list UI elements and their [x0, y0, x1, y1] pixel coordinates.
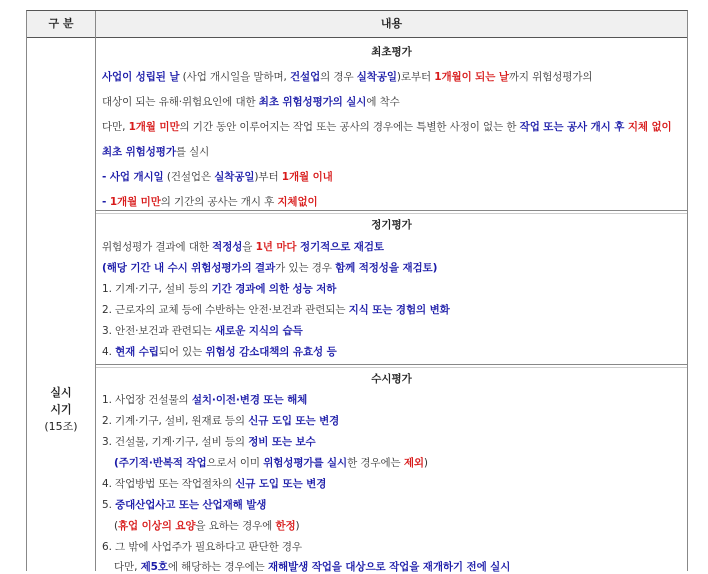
highlight-blue: 위험성평가를 실시	[263, 457, 348, 469]
text-line	[102, 281, 336, 296]
text-run: 다만,	[114, 561, 141, 573]
text-line	[102, 302, 450, 317]
text-line	[102, 144, 209, 159]
highlight-red: 1개월 미만	[109, 196, 161, 208]
highlight-blue: 최초 위험성평가	[102, 146, 176, 158]
text-run: 4. 작업방법 또는 작업절차의	[102, 478, 236, 490]
text-run: 2. 근로자의 교체 등에 수반하는 안전·보건과 관련되는	[102, 304, 349, 316]
highlight-blue: 기간 경과에 의한 성능 저하	[211, 283, 337, 295]
row-label-line1: 실시	[50, 386, 72, 399]
highlight-red: 1년 마다	[255, 241, 297, 253]
highlight-blue: 건설업	[290, 71, 321, 83]
highlight-blue: 정비 또는 보수	[248, 436, 316, 448]
text-line	[102, 169, 333, 184]
section-occasional-evaluation	[96, 367, 687, 573]
highlight-blue: 작업 또는 공사 개시 후	[519, 121, 628, 133]
highlight-blue: (주기적·반복적 작업	[114, 457, 207, 469]
highlight-blue: (	[102, 262, 107, 274]
text-run: (건설업은	[163, 171, 215, 183]
text-run: 1. 사업장 건설물의	[102, 394, 192, 406]
text-run: 한 경우에는	[347, 457, 404, 469]
text-run: 을	[242, 241, 256, 253]
text-run: )로부터	[396, 71, 435, 83]
text-line	[102, 497, 266, 512]
text-run: (	[114, 520, 118, 532]
text-line	[114, 455, 428, 470]
text-run: 대상이 되는 유해·위험요인에 대한	[102, 96, 259, 108]
text-line	[102, 94, 400, 109]
text-run: 6. 그 밖에 사업주가 필요하다고 판단한 경우	[102, 541, 302, 553]
highlight-blue: 새로운 지식의 습득	[215, 325, 303, 337]
text-line	[114, 518, 300, 533]
text-run: 를 실시	[175, 146, 210, 158]
text-run: 5.	[102, 499, 116, 511]
text-line	[102, 239, 384, 254]
text-run: 다만,	[102, 121, 129, 133]
highlight-blue: 실착공일	[356, 71, 397, 83]
highlight-blue: 제5호	[140, 561, 168, 573]
timing-table	[26, 10, 688, 571]
text-line	[102, 323, 303, 338]
text-run: 위험성평가 결과에 대한	[102, 241, 213, 253]
text-run: 의 기간 동안 이루어지는 작업 또는 공사의 경우에는 특별한 사정이 없는 한	[179, 121, 520, 133]
section-title-initial: 최초평가	[371, 46, 412, 58]
text-line	[102, 119, 672, 134]
row-label	[27, 384, 95, 435]
highlight-blue: 정기적으로 재검토	[296, 241, 384, 253]
text-run: 3. 건설물, 기계·기구, 설비 등의	[102, 436, 249, 448]
highlight-red: 1개월 미만	[128, 121, 180, 133]
highlight-blue: - 사업 개시일	[102, 171, 164, 183]
text-run: 2. 기계·기구, 설비, 원재료 등의	[102, 415, 249, 427]
text-run: 의 경우	[320, 71, 357, 83]
text-run: )	[423, 457, 428, 469]
text-run: 에 해당하는 경우에는	[167, 561, 268, 573]
text-run: 을 요하는 경우에	[195, 520, 276, 532]
highlight-red: 한정	[275, 520, 296, 532]
text-line	[102, 260, 437, 275]
table-header	[27, 11, 687, 38]
highlight-red: 1개월 이내	[281, 171, 333, 183]
text-line	[102, 413, 339, 428]
text-line	[102, 344, 337, 359]
text-line	[102, 194, 318, 209]
highlight-red: 지체 없이	[627, 121, 672, 133]
row-label-line2: 시기	[50, 403, 72, 416]
section-initial-evaluation	[96, 38, 687, 210]
highlight-red: 휴업 이상의 요양	[118, 520, 196, 532]
highlight-blue: 신규 도입 또는 변경	[248, 415, 340, 427]
section-title-periodic: 정기평가	[371, 219, 412, 231]
text-run: 3. 안전·보건과 관련되는	[102, 325, 216, 337]
highlight-red: 지체없이	[277, 196, 318, 208]
highlight-blue: 위험성 감소대책의 유효성 등	[205, 346, 337, 358]
highlight-blue: 재해발생 작업을 대상으로 작업을 재개하기 전에 실시	[267, 561, 511, 573]
text-run: 4.	[102, 346, 116, 358]
highlight-red: 제외	[403, 457, 424, 469]
text-run: )부터	[254, 171, 282, 183]
text-run: 으로서 이미	[206, 457, 264, 469]
text-run: 가 있는 경우	[275, 262, 336, 274]
text-line	[102, 434, 316, 449]
text-line	[102, 392, 307, 407]
text-line	[102, 69, 592, 84]
highlight-blue: 최초 위험성평가의 실시	[258, 96, 367, 108]
text-run: 에 착수	[366, 96, 400, 108]
section-title-occasional: 수시평가	[371, 373, 412, 385]
highlight-blue: 해당 기간 내 수시 위험성평가의 결과	[106, 262, 276, 274]
text-line	[102, 539, 302, 554]
highlight-blue: 신규 도입 또는 변경	[235, 478, 327, 490]
text-run: (사업 개시일을 말하며,	[179, 71, 290, 83]
text-run: 의 기간의 공사는 개시 후	[160, 196, 278, 208]
highlight-blue: 사업이 성립된 날	[102, 71, 180, 83]
text-line	[114, 559, 510, 574]
row-label-note: (15조)	[44, 420, 78, 433]
highlight-blue: 적정성	[212, 241, 243, 253]
header-content: 내용	[380, 17, 403, 30]
highlight-blue: 현재 수립	[115, 346, 159, 358]
text-run: 1. 기계·기구, 설비 등의	[102, 283, 212, 295]
highlight-red: 1개월이 되는 날	[434, 71, 509, 83]
highlight-blue: 중대산업사고 또는 산업재해 발생	[115, 499, 267, 511]
highlight-blue: 실착공일	[214, 171, 255, 183]
highlight-blue: 지식 또는 경험의 변화	[348, 304, 450, 316]
header-category: 구 분	[48, 17, 74, 30]
text-run: )	[295, 520, 300, 532]
highlight-blue: -	[102, 196, 110, 208]
highlight-blue: 설치·이전·변경 또는 해체	[191, 394, 308, 406]
text-line	[102, 476, 326, 491]
text-run: 까지 위험성평가의	[508, 71, 593, 83]
text-run: 되어 있는	[158, 346, 206, 358]
section-periodic-evaluation	[96, 213, 687, 365]
highlight-blue: 함께 적정성을 재검토)	[335, 262, 438, 274]
